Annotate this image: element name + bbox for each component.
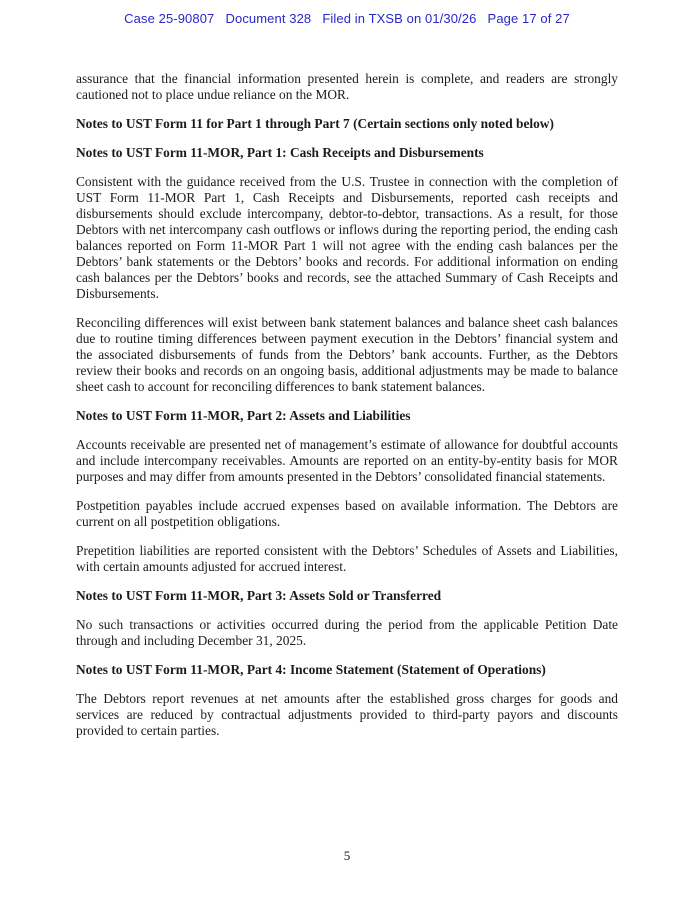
section-heading-notes-part1-7: Notes to UST Form 11 for Part 1 through Part 7 (Certain sections only noted below) xyxy=(76,116,554,131)
paragraph-part3-no-transactions: No such transactions or activities occurred during the period from the applicable Petition Date through and including December 31, 2025. xyxy=(76,617,618,648)
case-stamp-header: Case 25-90807 Document 328 Filed in TXSB on 01/30/26 Page 17 of 27 xyxy=(124,11,570,26)
paragraph-part1-reconciling: Reconciling differences will exist between bank statement balances and balance sheet cash balances due to routine timing differences between payment execution in the Debtors’ financial system and the associated disbursements of funds from the Debtors’ bank accounts. Further, as the Debtors review their books and records on an ongoing basis, additional adjustments may be made to balance sheet cash to account for reconciling differences to bank statement balances. xyxy=(76,315,618,394)
paragraph-part4-revenues: The Debtors report revenues at net amounts after the established gross charges for goods and services are reduced by contractual adjustments provided to third-party payors and discounts provided to certain parties. xyxy=(76,691,618,738)
paragraph-part1-guidance: Consistent with the guidance received from the U.S. Trustee in connection with the completion of UST Form 11-MOR Part 1, Cash Receipts and Disbursements, reported cash receipts and disbursements should exclude intercompany, debtor-to-debtor, transactions. As a result, for those Debtors with net intercompany cash outflows or inflows during the reporting period, the ending cash balances reported on Form 11-MOR Part 1 will not agree with the ending cash balances per the Debtors’ bank statements or the Debtors’ books and records. For additional information on ending cash balances per the Debtors’ books and records, see the attached Summary of Cash Receipts and Disbursements. xyxy=(76,174,618,301)
document-body xyxy=(76,71,618,752)
section-heading-part1-cash-receipts: Notes to UST Form 11-MOR, Part 1: Cash Receipts and Disbursements xyxy=(76,145,484,160)
section-heading-part2-assets-liabilities: Notes to UST Form 11-MOR, Part 2: Assets and Liabilities xyxy=(76,408,411,423)
section-heading-part3-assets-sold: Notes to UST Form 11-MOR, Part 3: Assets Sold or Transferred xyxy=(76,588,442,603)
continuation-paragraph: assurance that the financial information presented herein is complete, and readers are strongly cautioned not to place undue reliance on the MOR. xyxy=(76,71,618,102)
paragraph-part2-prepetition-liabilities: Prepetition liabilities are reported consistent with the Debtors’ Schedules of Assets and Liabilities, with certain amounts adjusted for accrued interest. xyxy=(76,543,618,574)
section-heading-part4-income-statement: Notes to UST Form 11-MOR, Part 4: Income Statement (Statement of Operations) xyxy=(76,662,546,677)
paragraph-part2-accounts-receivable: Accounts receivable are presented net of management’s estimate of allowance for doubtful accounts and include intercompany receivables. Amounts are reported on an entity-by-entity basis for MOR purposes and may differ from amounts presented in the Debtors’ consolidated financial statements. xyxy=(76,437,618,484)
page-number: 5 xyxy=(343,848,351,863)
paragraph-part2-postpetition-payables: Postpetition payables include accrued expenses based on available information. The Debtors are current on all postpetition obligations. xyxy=(76,498,618,529)
